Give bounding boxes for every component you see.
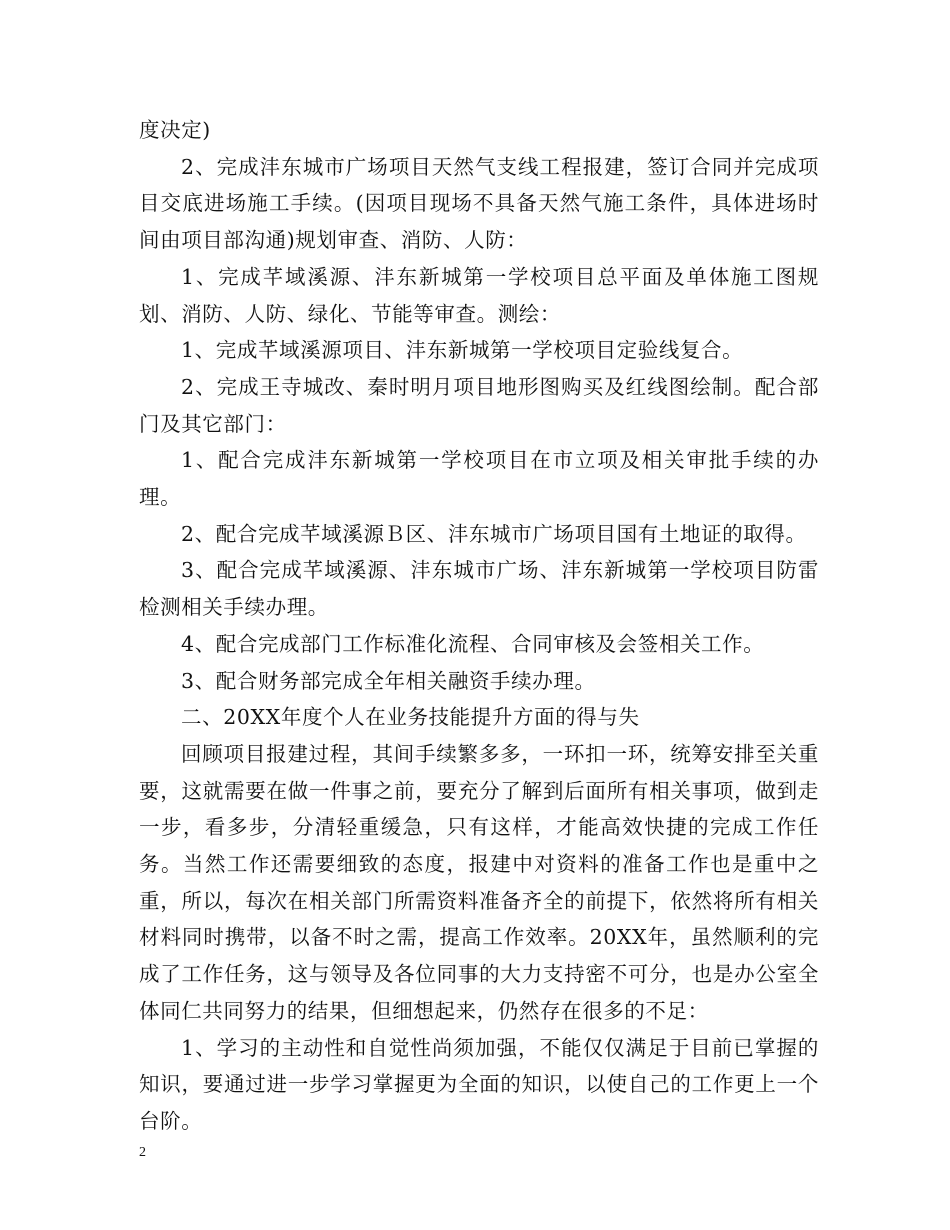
paragraph-lightning-inspection: 3、配合完成芊域溪源、沣东城市广场、沣东新城第一学校项目防雷检测相关手续办理。 [139,558,819,620]
paragraph-financing: 3、配合财务部完成全年相关融资手续办理。 [181,668,596,693]
paragraph-gas-branch-line: 2、完成沣东城市广场项目天然气支线工程报建，签订合同并完成项目交底进场施工手续。(因项目现场不具备天然气施工条件，具体进场时间由项目部沟通)规划审查、消防、人防： [139,154,819,253]
page-number: 2 [139,1145,146,1160]
paragraph-survey-stakeout: 1、完成芊域溪源项目、沣东新城第一学校项目定验线复合。 [181,338,744,363]
paragraph-land-certificate: 2、配合完成芊域溪源Ｂ区、沣东城市广场项目国有土地证的取得。 [181,521,807,546]
section-heading-skills: 二、20XX年度个人在业务技能提升方面的得与失 [181,705,640,730]
paragraph-standardization: 4、配合完成部门工作标准化流程、合同审核及会签相关工作。 [181,631,765,656]
paragraph-review: 回顾项目报建过程，其间手续繁多多，一环扣一环，统筹安排至关重要，这就需要在做一件事之前，要充分了解到后面所有相关事项，做到走一步，看多步，分清轻重缓急，只有这样，才能高效快捷的完成工作任务。当然工作还需要细致的态度，报建中对资料的准备工作也是重中之重，所以，每次在相关部门所需资料准备齐全的前提下，依然将所有相关材料同时携带，以备不时之需，提高工作效率。20XX年，虽然顺利的完成了工作任务，这与领导及各位同事的大力支持密不可分，也是办公室全体同仁共同努力的结果，但细想起来，仍然存在很多的不足： [139,741,819,1023]
paragraph-planning-review: 1、完成芊域溪源、沣东新城第一学校项目总平面及单体施工图规划、消防、人防、绿化、节能等审查。测绘： [139,264,819,326]
paragraph-project-approval: 1、配合完成沣东新城第一学校项目在市立项及相关审批手续的办理。 [139,448,819,510]
paragraph-topographic-map: 2、完成王寺城改、秦时明月项目地形图购买及红线图绘制。配合部门及其它部门： [139,374,819,436]
document-body [139,112,819,1140]
paragraph-learning: 1、学习的主动性和自觉性尚须加强，不能仅仅满足于目前已掌握的知识，要通过进一步学习掌握更为全面的知识，以使自己的工作更上一个台阶。 [139,1035,819,1133]
paragraph-continuation: 度决定) [139,118,211,142]
